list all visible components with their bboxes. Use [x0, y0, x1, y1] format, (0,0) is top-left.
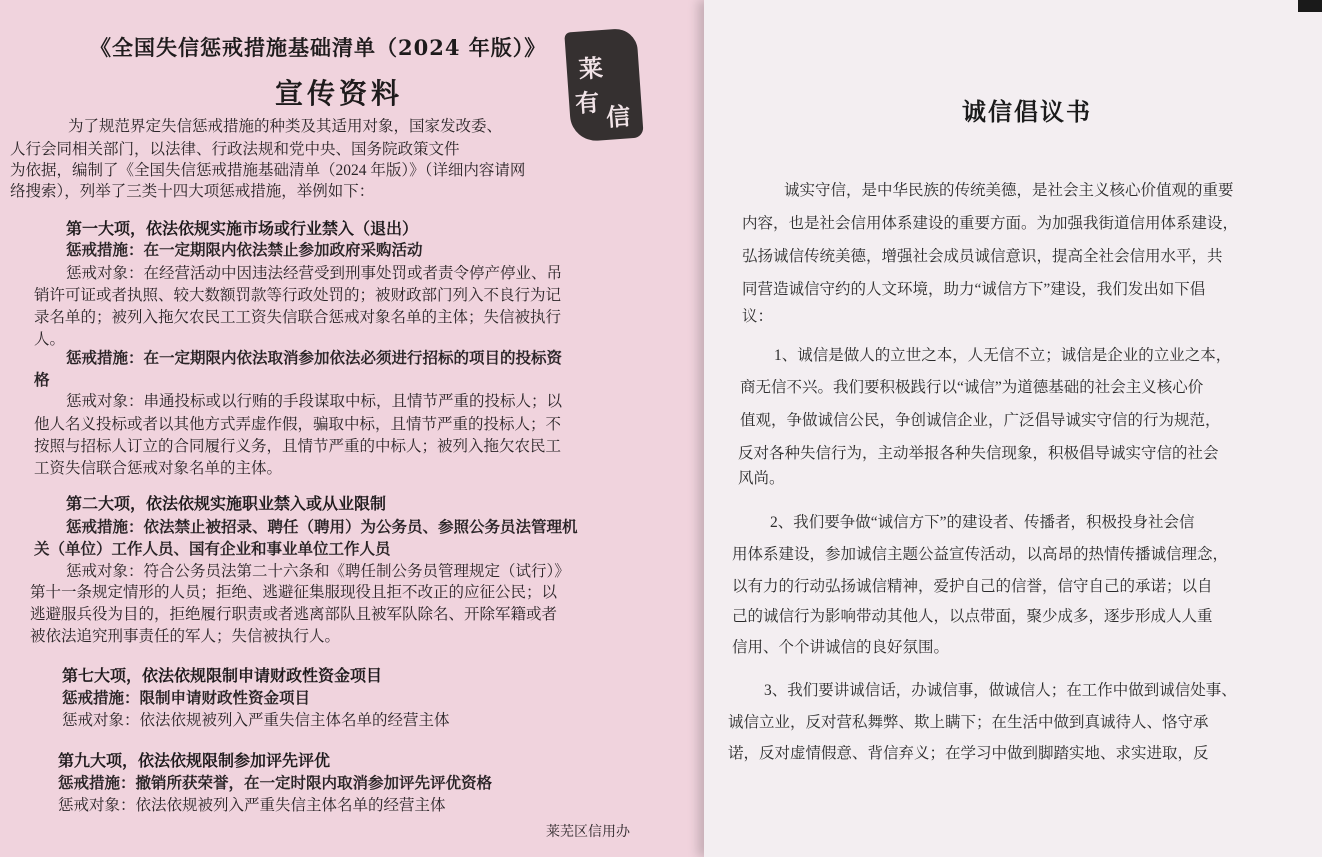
issuer-footer: 莱芜区信用办	[546, 825, 630, 840]
proposal-line: 用体系建设，参加诚信主题公益宣传活动，以高昂的热情传播诚信理念，	[732, 546, 1229, 563]
stamp-char-1: 莱	[577, 53, 604, 84]
proposal-line: 以有力的行动弘扬诚信精神，爱护自己的信誉，信守自己的承诺；以自	[732, 578, 1213, 595]
right-leaflet	[704, 0, 1322, 857]
section2-measure-line-2: 关（单位）工作人员、国有企业和事业单位工作人员	[34, 541, 391, 558]
stamp-char-3: 信	[605, 101, 632, 132]
section1-measure-2-line-1: 惩戒措施：在一定期限内依法取消参加依法必须进行招标的项目的投标资	[66, 350, 563, 367]
section1-target-2-line-4: 工资失信联合惩戒对象名单的主体。	[34, 460, 283, 477]
intro-line-4: 络搜索），列举了三类十四大项惩戒措施，举例如下：	[10, 183, 375, 200]
proposal-line: 己的诚信行为影响带动其他人，以点带面，聚少成多，逐步形成人人重	[732, 608, 1213, 625]
section1-measure-1: 惩戒措施：在一定期限内依法禁止参加政府采购活动	[66, 242, 423, 259]
section1-target-1-line-3: 录名单的；被列入拖欠农民工工资失信联合惩戒对象名单的主体；失信被执行	[34, 309, 562, 326]
section9-target: 惩戒对象：依法依规被列入严重失信主体名单的经营主体	[58, 797, 446, 814]
section7-target: 惩戒对象：依法依规被列入严重失信主体名单的经营主体	[62, 712, 450, 729]
proposal-title: 诚信倡议书	[962, 98, 1092, 126]
section1-target-2-line-2: 他人名义投标或者以其他方式弄虚作假，骗取中标，且情节严重的投标人；不	[34, 416, 562, 433]
proposal-line: 内容，也是社会信用体系建设的重要方面。为加强我街道信用体系建设，	[742, 215, 1239, 232]
lai-you-xin-logo-stamp	[564, 28, 643, 143]
section2-target-line-2: 第十一条规定情形的人员；拒绝、逃避征集服现役且拒不改正的应征公民；以	[30, 584, 558, 601]
section1-measure-2-line-2: 格	[34, 372, 50, 389]
proposal-line: 风尚。	[738, 470, 785, 487]
section1-heading: 第一大项，依法依规实施市场或行业禁入（退出）	[66, 221, 419, 238]
proposal-line: 反对各种失信行为，主动举报各种失信现象，积极倡导诚实守信的社会	[738, 445, 1219, 462]
proposal-line: 议：	[742, 308, 774, 325]
section2-target-line-3: 逃避服兵役为目的，拒绝履行职责或者逃离部队且被军队除名、开除军籍或者	[30, 606, 558, 623]
proposal-line: 弘扬诚信传统美德，增强社会成员诚信意识，提高全社会信用水平，共	[742, 248, 1223, 265]
proposal-line: 1、诚信是做人的立世之本，人无信不立；诚信是企业的立业之本，	[774, 347, 1232, 364]
intro-line-3: 为依据，编制了《全国失信惩戒措施基础清单（2024 年版）》（详细内容请网	[10, 162, 526, 179]
proposal-line: 2、我们要争做“诚信方下”的建设者、传播者，积极投身社会信	[770, 514, 1195, 531]
section1-target-1-line-1: 惩戒对象：在经营活动中因违法经营受到刑事处罚或者责令停产停业、吊	[66, 265, 563, 282]
section2-target-line-4: 被依法追究刑事责任的军人；失信被执行人。	[30, 628, 341, 645]
page-corner	[1298, 0, 1322, 12]
proposal-line: 诚实守信，是中华民族的传统美德，是社会主义核心价值观的重要	[784, 182, 1234, 199]
proposal-line: 诺，反对虚情假意、背信弃义；在学习中做到脚踏实地、求实进取，反	[728, 745, 1209, 762]
section2-heading: 第二大项，依法依规实施职业禁入或从业限制	[66, 496, 387, 513]
section2-measure-line-1: 惩戒措施：依法禁止被招录、聘任（聘用）为公务员、参照公务员法管理机	[66, 519, 578, 536]
section9-measure: 惩戒措施：撤销所获荣誉，在一定时限内取消参加评先评优资格	[58, 775, 493, 792]
section1-target-1-line-4: 人。	[34, 331, 66, 348]
section1-target-2-line-1: 惩戒对象：串通投标或以行贿的手段谋取中标，且情节严重的投标人；以	[66, 393, 563, 410]
proposal-line: 诚信立业，反对营私舞弊、欺上瞒下；在生活中做到真诚待人、恪守承	[728, 714, 1209, 731]
section7-measure: 惩戒措施：限制申请财政性资金项目	[62, 690, 311, 707]
intro-line-1: 为了规范界定失信惩戒措施的种类及其适用对象，国家发改委、	[68, 118, 503, 135]
section1-target-1-line-2: 销许可证或者执照、较大数额罚款等行政处罚的；被财政部门列入不良行为记	[34, 287, 562, 304]
proposal-line: 3、我们要讲诚信话，办诚信事，做诚信人；在工作中做到诚信处事、	[764, 682, 1237, 699]
section9-heading: 第九大项，依法依规限制参加评先评优	[58, 753, 331, 770]
proposal-line: 信用、个个讲诚信的良好氛围。	[732, 639, 950, 656]
section1-target-2-line-3: 按照与招标人订立的合同履行义务，且情节严重的中标人；被列入拖欠农民工	[34, 438, 562, 455]
proposal-line: 值观，争做诚信公民，争创诚信企业，广泛倡导诚实守信的行为规范，	[740, 412, 1221, 429]
document-subtitle: 宣传资料	[275, 77, 404, 110]
stamp-char-2: 有	[574, 87, 601, 119]
document-title: 《全国失信惩戒措施基础清单（2024 年版）》	[90, 35, 547, 60]
section2-target-line-1: 惩戒对象：符合公务员法第二十六条和《聘任制公务员管理规定（试行）》	[66, 563, 570, 580]
intro-line-2: 人行会同相关部门，以法律、行政法规和党中央、国务院政策文件	[10, 141, 460, 158]
section7-heading: 第七大项，依法依规限制申请财政性资金项目	[62, 668, 383, 685]
proposal-line: 同营造诚信守约的人文环境，助力“诚信方下”建设，我们发出如下倡	[742, 281, 1206, 298]
proposal-line: 商无信不兴。我们要积极践行以“诚信”为道德基础的社会主义核心价	[740, 379, 1204, 396]
